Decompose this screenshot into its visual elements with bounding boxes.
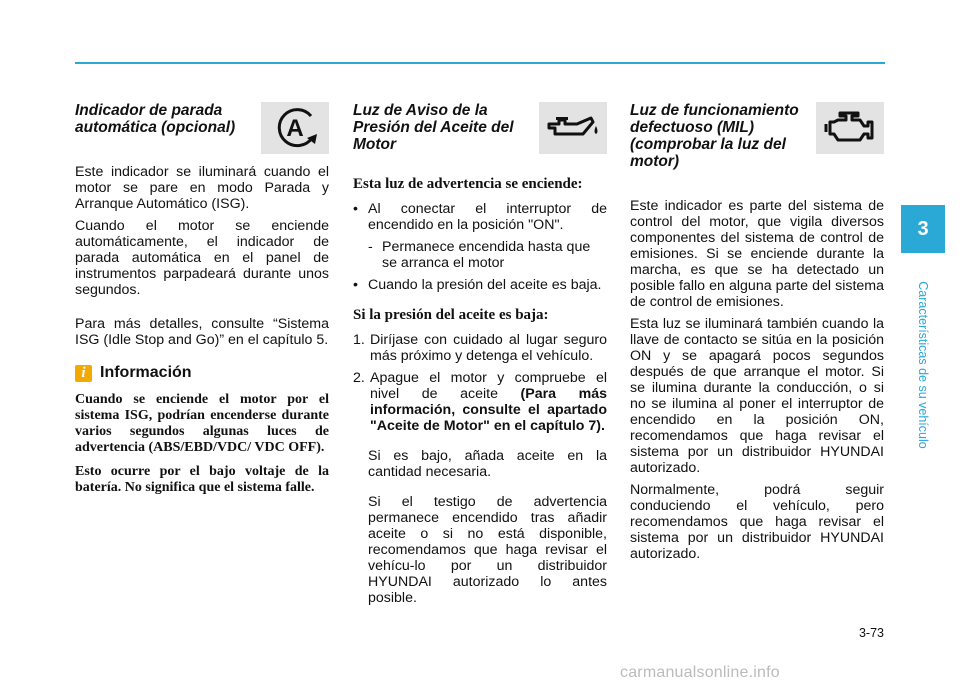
list-item: • Al conectar el interruptor de encendido en la posición "ON".: [353, 201, 607, 233]
paragraph: Si el testigo de advertencia permanece encendido tras añadir aceite o si no está disponible, recomendamos que haga revisar el vehícu-lo por un distribuidor HYUNDAI autorizado lo antes posible.: [368, 494, 607, 607]
page-number: 3-73: [858, 626, 884, 640]
info-paragraph: Esto ocurre por el bajo voltaje de la batería. No significa que el sistema falle.: [75, 464, 329, 495]
oil-pressure-icon: [539, 102, 607, 154]
subheading: Esta luz de advertencia se enciende:: [353, 176, 583, 192]
paragraph: Para más detalles, consulte “Sistema ISG (Idle Stop and Go)” en el capítulo 5.: [75, 316, 329, 348]
paragraph: Esta luz se iluminará también cuando la llave de contacto se sitúa en la posición ON y se apagará pocos segundos después de que arranque el motor. Si se ilumina durante la conducción, o si no se ilumina al poner el interruptor de encendido en la posición ON, recomendamos que haga revisar el sistema por un distribuidor HYUNDAI autorizado.: [630, 316, 884, 476]
numbered-item: 1. Diríjase con cuidado al lugar seguro más próximo y detenga el vehículo.: [353, 332, 607, 364]
info-heading: [75, 364, 329, 382]
paragraph: Si es bajo, añada aceite en la cantidad necesaria.: [368, 448, 607, 481]
auto-stop-a-icon: [261, 102, 329, 154]
section-title: Indicador de parada automática (opcional): [75, 102, 236, 136]
numbered-item: 2. Apague el motor y compruebe el nivel de aceite (Para más información, consulte el apartado "Aceite de Motor" en el capítulo 7).: [353, 370, 607, 434]
section-header: [630, 102, 884, 198]
paragraph: Este indicador es parte del sistema de control del motor, que vigila diversos componentes del sistema de control de emisiones. Si se enciende durante la marcha, es que se ha detectado un posible fallo en alguna parte del sistema de control de emisiones.: [630, 198, 884, 310]
chapter-tab: 3: [901, 205, 945, 253]
subheading: Si la presión del aceite es baja:: [353, 307, 549, 323]
check-engine-icon: [816, 102, 884, 154]
watermark: carmanualsonline.info: [620, 664, 780, 681]
svg-text:A: A: [286, 115, 304, 142]
top-rule: [75, 62, 885, 64]
info-paragraph: Cuando se enciende el motor por el sistema ISG, podrían encenderse durante varios segundos algunas luces de advertencia (ABS/EBD/VDC/ VDC OFF).: [75, 392, 329, 455]
info-title: Información: [100, 364, 192, 381]
section-title: Luz de funcionamiento defectuoso (MIL) (comprobar la luz del motor): [630, 102, 799, 170]
column-oil-pressure: [353, 102, 607, 612]
section-title: Luz de Aviso de la Presión del Aceite del Motor: [353, 102, 514, 153]
info-icon: i: [75, 365, 92, 382]
list-item: • Cuando la presión del aceite es baja.: [353, 277, 602, 293]
section-header: [75, 102, 329, 164]
paragraph: Normalmente, podrá seguir conduciendo el vehículo, pero recomendamos que haga revisar el sistema por un distribuidor HYUNDAI autorizado.: [630, 482, 884, 562]
section-header: [353, 102, 607, 164]
column-auto-stop: [75, 102, 329, 504]
chapter-label: Características de su vehículo: [916, 281, 930, 449]
sub-list-item: - Permanece encendida hasta que se arranca el motor: [368, 239, 591, 271]
column-mil: [630, 102, 884, 568]
paragraph: Este indicador se iluminará cuando el motor se pare en modo Parada y Arranque Automático (ISG).: [75, 164, 329, 212]
paragraph: Cuando el motor se enciende automáticamente, el indicador de parada automática en el panel de instrumentos parpadeará durante unos segundos.: [75, 218, 329, 298]
